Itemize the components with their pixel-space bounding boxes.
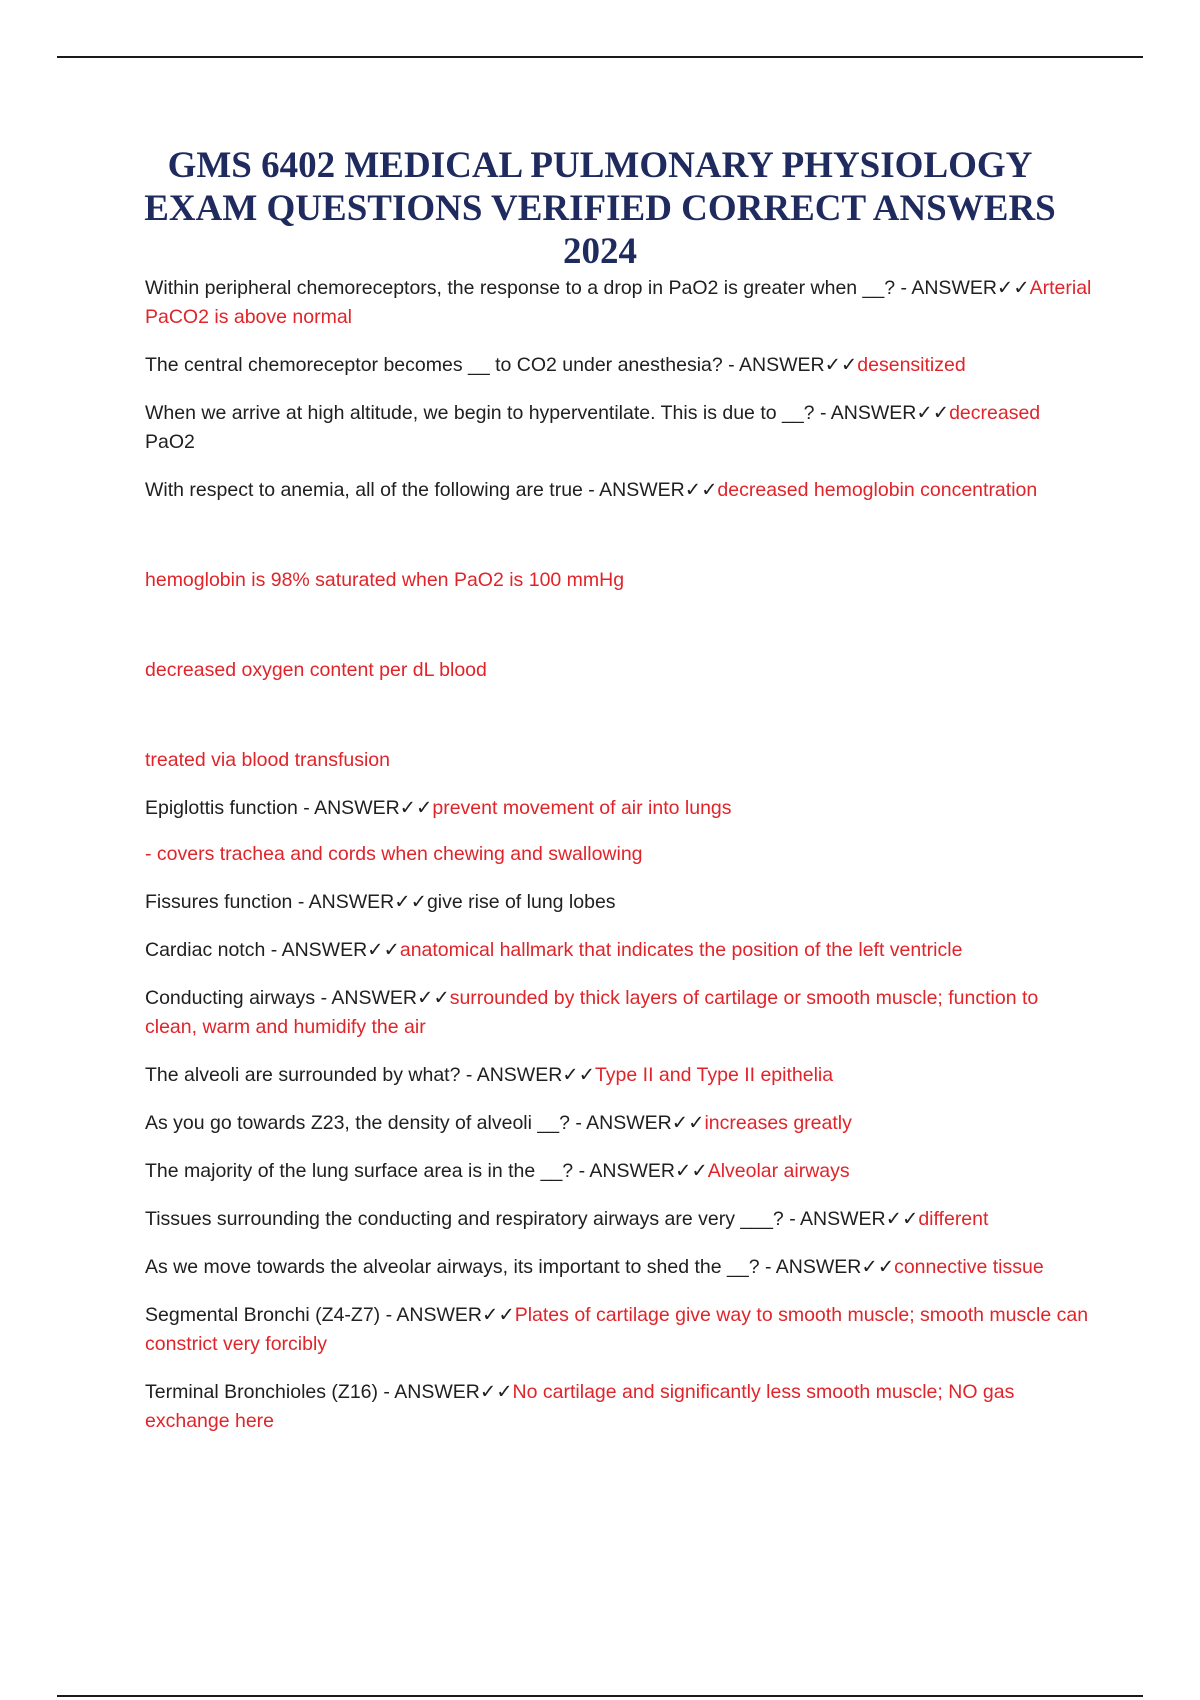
answer-marker: - ANSWER✓✓	[292, 891, 427, 913]
footer-rule	[57, 1695, 1143, 1697]
qa-item	[145, 274, 1095, 332]
question-text-continued: PaO2	[145, 431, 195, 453]
question-text: When we arrive at high altitude, we begin to hyperventilate. This is due to __?	[145, 402, 815, 424]
answer-text: increases greatly	[704, 1112, 852, 1134]
answer-marker: - ANSWER✓✓	[573, 1160, 708, 1182]
answer-marker: - ANSWER✓✓	[722, 354, 858, 376]
answer-marker: - ANSWER✓✓	[582, 479, 718, 501]
title-line-3: 2024	[563, 231, 637, 272]
qa-item	[145, 1157, 1095, 1186]
answer-text: Alveolar airways	[707, 1160, 850, 1182]
qa-item	[145, 888, 1095, 917]
question-text: Segmental Bronchi (Z4-Z7)	[145, 1304, 381, 1326]
qa-item	[145, 984, 1095, 1042]
answer-marker: - ANSWER✓✓	[783, 1208, 919, 1230]
answer-marker: - ANSWER✓✓	[569, 1112, 705, 1134]
qa-item	[145, 1109, 1095, 1138]
answer-continuation: treated via blood transfusion	[145, 749, 390, 771]
answer-marker: - ANSWER✓✓	[315, 987, 450, 1009]
title-line-2: EXAM QUESTIONS VERIFIED CORRECT ANSWERS	[144, 188, 1056, 229]
answer-marker: - ANSWER✓✓	[895, 277, 1030, 299]
question-text: The central chemoreceptor becomes __ to CO2 under anesthesia?	[145, 354, 723, 376]
answer-text: give rise of lung lobes	[426, 891, 616, 913]
answer-text: decreased	[949, 402, 1041, 424]
answer-continuation: hemoglobin is 98% saturated when PaO2 is 100 mmHg	[145, 569, 625, 591]
qa-item	[145, 936, 1095, 965]
answer-text: connective tissue	[894, 1256, 1044, 1278]
question-text: As we move towards the alveolar airways, its important to shed the __?	[145, 1256, 760, 1278]
question-text: The majority of the lung surface area is in the __?	[145, 1160, 574, 1182]
qa-item	[145, 1061, 1095, 1090]
answer-marker: - ANSWER✓✓	[297, 797, 433, 819]
qa-item	[145, 1205, 1095, 1234]
question-text: Terminal Bronchioles (Z16)	[145, 1381, 379, 1403]
answer-marker: - ANSWER✓✓	[460, 1064, 595, 1086]
answer-text: prevent movement of air into lungs	[432, 797, 732, 819]
qa-item	[145, 351, 1095, 380]
document-title	[100, 144, 1100, 273]
answer-marker: - ANSWER✓✓	[814, 402, 950, 424]
answer-marker: - ANSWER✓✓	[265, 939, 400, 961]
answer-text: different	[918, 1208, 989, 1230]
question-text: With respect to anemia, all of the following are true	[145, 479, 583, 501]
qa-item	[145, 399, 1095, 457]
question-text: Fissures function	[145, 891, 293, 913]
answer-marker: - ANSWER✓✓	[380, 1304, 515, 1326]
question-text: Within peripheral chemoreceptors, the response to a drop in PaO2 is greater when __?	[145, 277, 896, 299]
qa-item	[145, 1301, 1095, 1359]
answer-text: Arterial PaCO2 is above normal	[145, 277, 1092, 328]
qa-list	[145, 274, 1095, 1455]
answer-text: No cartilage and significantly less smooth muscle; NO gas exchange here	[145, 1381, 1015, 1432]
answer-text: decreased hemoglobin concentration	[717, 479, 1038, 501]
answer-continuation: decreased oxygen content per dL blood	[145, 659, 487, 681]
qa-item	[145, 794, 1095, 823]
question-text: Conducting airways	[145, 987, 316, 1009]
question-text: Tissues surrounding the conducting and respiratory airways are very ___?	[145, 1208, 784, 1230]
answer-marker: - ANSWER✓✓	[759, 1256, 895, 1278]
header-rule	[57, 56, 1143, 58]
question-text: Epiglottis function	[145, 797, 298, 819]
answer-text: Plates of cartilage give way to smooth muscle; smooth muscle can constrict very forcibly	[145, 1304, 1089, 1355]
qa-item	[145, 1378, 1095, 1436]
answer-text: desensitized	[857, 354, 966, 376]
question-text: As you go towards Z23, the density of alveoli __?	[145, 1112, 570, 1134]
answer-continuation: - covers trachea and cords when chewing and swallowing	[145, 843, 643, 865]
answer-text: Type II and Type II epithelia	[594, 1064, 834, 1086]
qa-item	[145, 1253, 1095, 1282]
answer-text: anatomical hallmark that indicates the position of the left ventricle	[399, 939, 963, 961]
answer-marker: - ANSWER✓✓	[378, 1381, 513, 1403]
title-line-1: GMS 6402 MEDICAL PULMONARY PHYSIOLOGY	[167, 145, 1033, 186]
qa-item	[145, 476, 1095, 505]
question-text: Cardiac notch	[145, 939, 266, 961]
answer-text: surrounded by thick layers of cartilage or smooth muscle; function to clean, warm and humidify the air	[145, 987, 1039, 1038]
question-text: The alveoli are surrounded by what?	[145, 1064, 461, 1086]
